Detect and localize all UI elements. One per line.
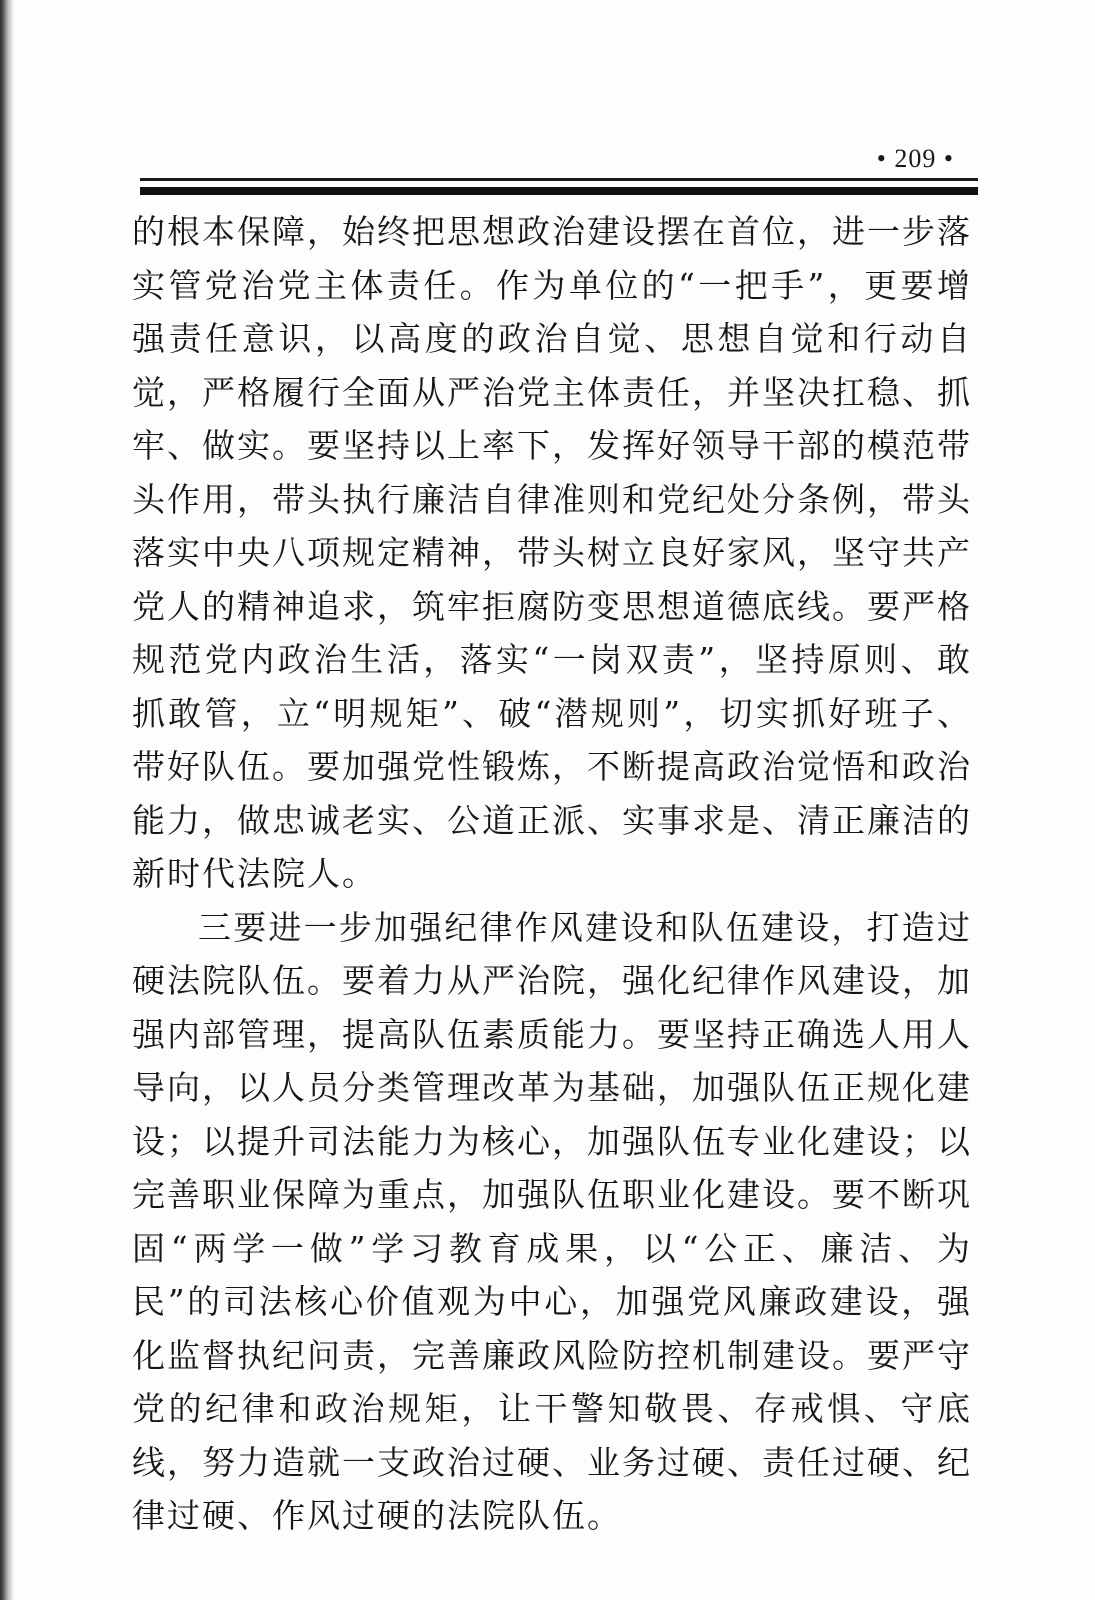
body-text <box>132 205 972 1543</box>
paragraph-continued: 的根本保障，始终把思想政治建设摆在首位，进一步落实管党治党主体责任。作为单位的“一把手”，更要增强责任意识，以高度的政治自觉、思想自觉和行动自觉，严格履行全面从严治党主体责任，并坚决扛稳、抓牢、做实。要坚持以上率下，发挥好领导干部的模范带头作用，带头执行廉洁自律准则和党纪处分条例，带头落实中央八项规定精神，带头树立良好家风，坚守共产党人的精神追求，筑牢拒腐防变思想道德底线。要严格规范党内政治生活，落实“一岗双责”，坚持原则、敢抓敢管，立“明规矩”、破“潜规则”，切实抓好班子、带好队伍。要加强党性锻炼，不断提高政治觉悟和政治能力，做忠诚老实、公道正派、实事求是、清正廉洁的新时代法院人。 <box>132 212 972 893</box>
paragraph-point-three: 三要进一步加强纪律作风建设和队伍建设，打造过硬法院队伍。要着力从严治院，强化纪律作风建设，加强内部管理，提高队伍素质能力。要坚持正确选人用人导向，以人员分类管理改革为基础，加强队伍正规化建设；以提升司法能力为核心，加强队伍专业化建设；以完善职业保障为重点，加强队伍职业化建设。要不断巩固“两学一做”学习教育成果，以“公正、廉洁、为民”的司法核心价值观为中心，加强党风廉政建设，强化监督执纪问责，完善廉政风险防控机制建设。要严守党的纪律和政治规矩，让干警知敬畏、存戒惧、守底线，努力造就一支政治过硬、业务过硬、责任过硬、纪律过硬、作风过硬的法院队伍。 <box>132 907 972 1535</box>
scan-edge-shadow <box>0 0 14 1600</box>
page-header <box>140 140 978 200</box>
page-number: • 209 • <box>876 144 954 173</box>
header-rule-thin <box>140 178 978 181</box>
header-rule-thick <box>140 187 978 195</box>
